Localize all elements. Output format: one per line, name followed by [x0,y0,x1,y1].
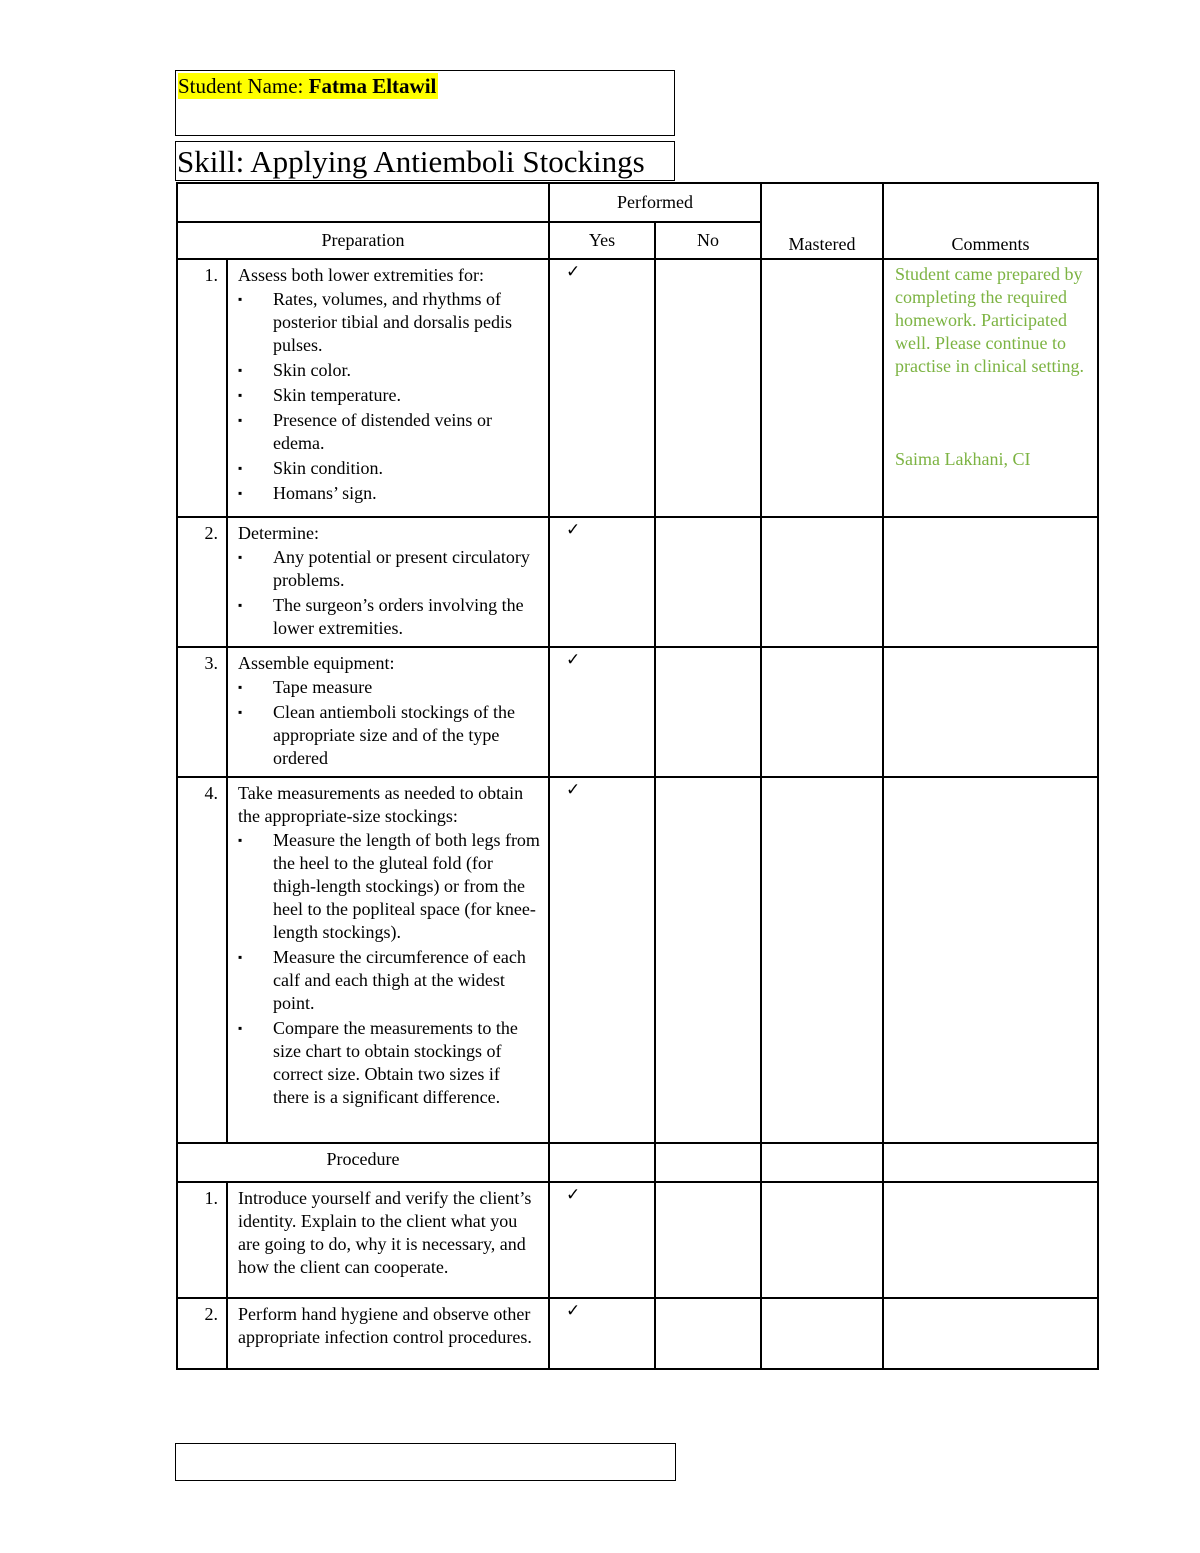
comments-cell [883,777,1098,1143]
table-row [177,647,1098,777]
footer-box [175,1443,676,1481]
list-item: ▪ Rates, volumes, and rhythms of posterior tibial and dorsalis pedis pulses. [238,288,540,357]
yes-cell [549,259,655,517]
step-bullet-list [238,829,540,1109]
checkmark-icon: ✓ [566,650,581,670]
step-bullet-list [238,676,540,770]
header-mastered: Mastered [761,183,883,259]
checkmark-icon: ✓ [566,262,581,282]
comments-cell [883,647,1098,777]
list-item: ▪ Skin temperature. [238,384,540,407]
table-row [177,777,1098,1143]
step-description: Perform hand hygiene and observe other appropriate infection control procedures. [227,1298,549,1369]
instructor-comment: Student came prepared by completing the required homework. Participated well. Please continue to practise in clinical setting. [895,264,1084,376]
comments-cell [883,1298,1098,1369]
step-number: 2. [177,517,227,647]
list-item: ▪ Compare the measurements to the size chart to obtain stockings of correct size. Obtain two sizes if there is a significant difference. [238,1017,540,1109]
step-description [227,777,549,1143]
comments-cell [883,517,1098,647]
yes-cell [549,777,655,1143]
yes-cell [549,647,655,777]
student-name-value: Fatma Eltawil [308,74,437,98]
procedure-header-row [177,1143,1098,1182]
yes-cell [549,1143,655,1182]
step-description: Introduce yourself and verify the client’s identity. Explain to the client what you are going to do, why it is necessary, and how the client can cooperate. [227,1182,549,1298]
header-performed: Performed [549,183,761,222]
student-name-line [178,73,438,99]
yes-cell [549,1182,655,1298]
no-cell [655,1182,761,1298]
step-description [227,259,549,517]
list-item: ▪ Skin color. [238,359,540,382]
mastered-cell [761,1298,883,1369]
checkmark-icon: ✓ [566,1301,581,1321]
list-item: ▪ Tape measure [238,676,540,699]
no-cell [655,647,761,777]
table-row [177,517,1098,647]
yes-cell [549,517,655,647]
student-name-box [175,70,675,136]
list-item: ▪ Homans’ sign. [238,482,540,505]
mastered-cell [761,1182,883,1298]
step-description [227,517,549,647]
mastered-cell [761,777,883,1143]
list-item: ▪ The surgeon’s orders involving the lower extremities. [238,594,540,640]
checkmark-icon: ✓ [566,780,581,800]
header-no: No [655,222,761,259]
mastered-cell [761,1143,883,1182]
skill-title: Skill: Applying Antiemboli Stockings [177,144,645,179]
mastered-cell [761,647,883,777]
step-lead: Assess both lower extremities for: [238,265,484,285]
list-item: ▪ Measure the length of both legs from the heel to the gluteal fold (for thigh-length stockings) or from the heel to the popliteal space (for knee-length stockings). [238,829,540,944]
student-name-label: Student Name: [178,74,304,98]
list-item: ▪ Measure the circumference of each calf and each thigh at the widest point. [238,946,540,1015]
step-lead: Take measurements as needed to obtain the appropriate-size stockings: [238,783,524,826]
list-item: ▪ Presence of distended veins or edema. [238,409,540,455]
header-comments: Comments [883,183,1098,259]
list-item: ▪ Clean antiemboli stockings of the appropriate size and of the type ordered [238,701,540,770]
comments-cell [883,1143,1098,1182]
step-description [227,647,549,777]
checkmark-icon: ✓ [566,520,581,540]
no-cell [655,777,761,1143]
skills-checklist-table [176,182,1099,1370]
step-number: 4. [177,777,227,1143]
comments-cell [883,259,1098,517]
no-cell [655,259,761,517]
step-bullet-list [238,546,540,640]
list-item: ▪ Skin condition. [238,457,540,480]
header-blank-cell [177,183,549,222]
table-row [177,1182,1098,1298]
procedure-header [177,1143,549,1182]
yes-cell [549,1298,655,1369]
step-number: 3. [177,647,227,777]
procedure-header-label: Procedure [326,1149,400,1169]
header-yes: Yes [549,222,655,259]
step-number: 1. [177,259,227,517]
step-bullet-list [238,288,540,505]
step-lead: Assemble equipment: [238,653,395,673]
comments-cell [883,1182,1098,1298]
no-cell [655,1298,761,1369]
checkmark-icon: ✓ [566,1185,581,1205]
no-cell [655,1143,761,1182]
step-lead: Determine: [238,523,319,543]
skill-title-box [175,141,675,181]
mastered-cell [761,259,883,517]
instructor-signature: Saima Lakhani, CI [895,449,1031,469]
table-row [177,1298,1098,1369]
step-number: 1. [177,1182,227,1298]
list-item: ▪ Any potential or present circulatory problems. [238,546,540,592]
header-preparation: Preparation [177,222,549,259]
mastered-cell [761,517,883,647]
header-row-top [177,183,1098,222]
step-number: 2. [177,1298,227,1369]
table-row [177,259,1098,517]
no-cell [655,517,761,647]
